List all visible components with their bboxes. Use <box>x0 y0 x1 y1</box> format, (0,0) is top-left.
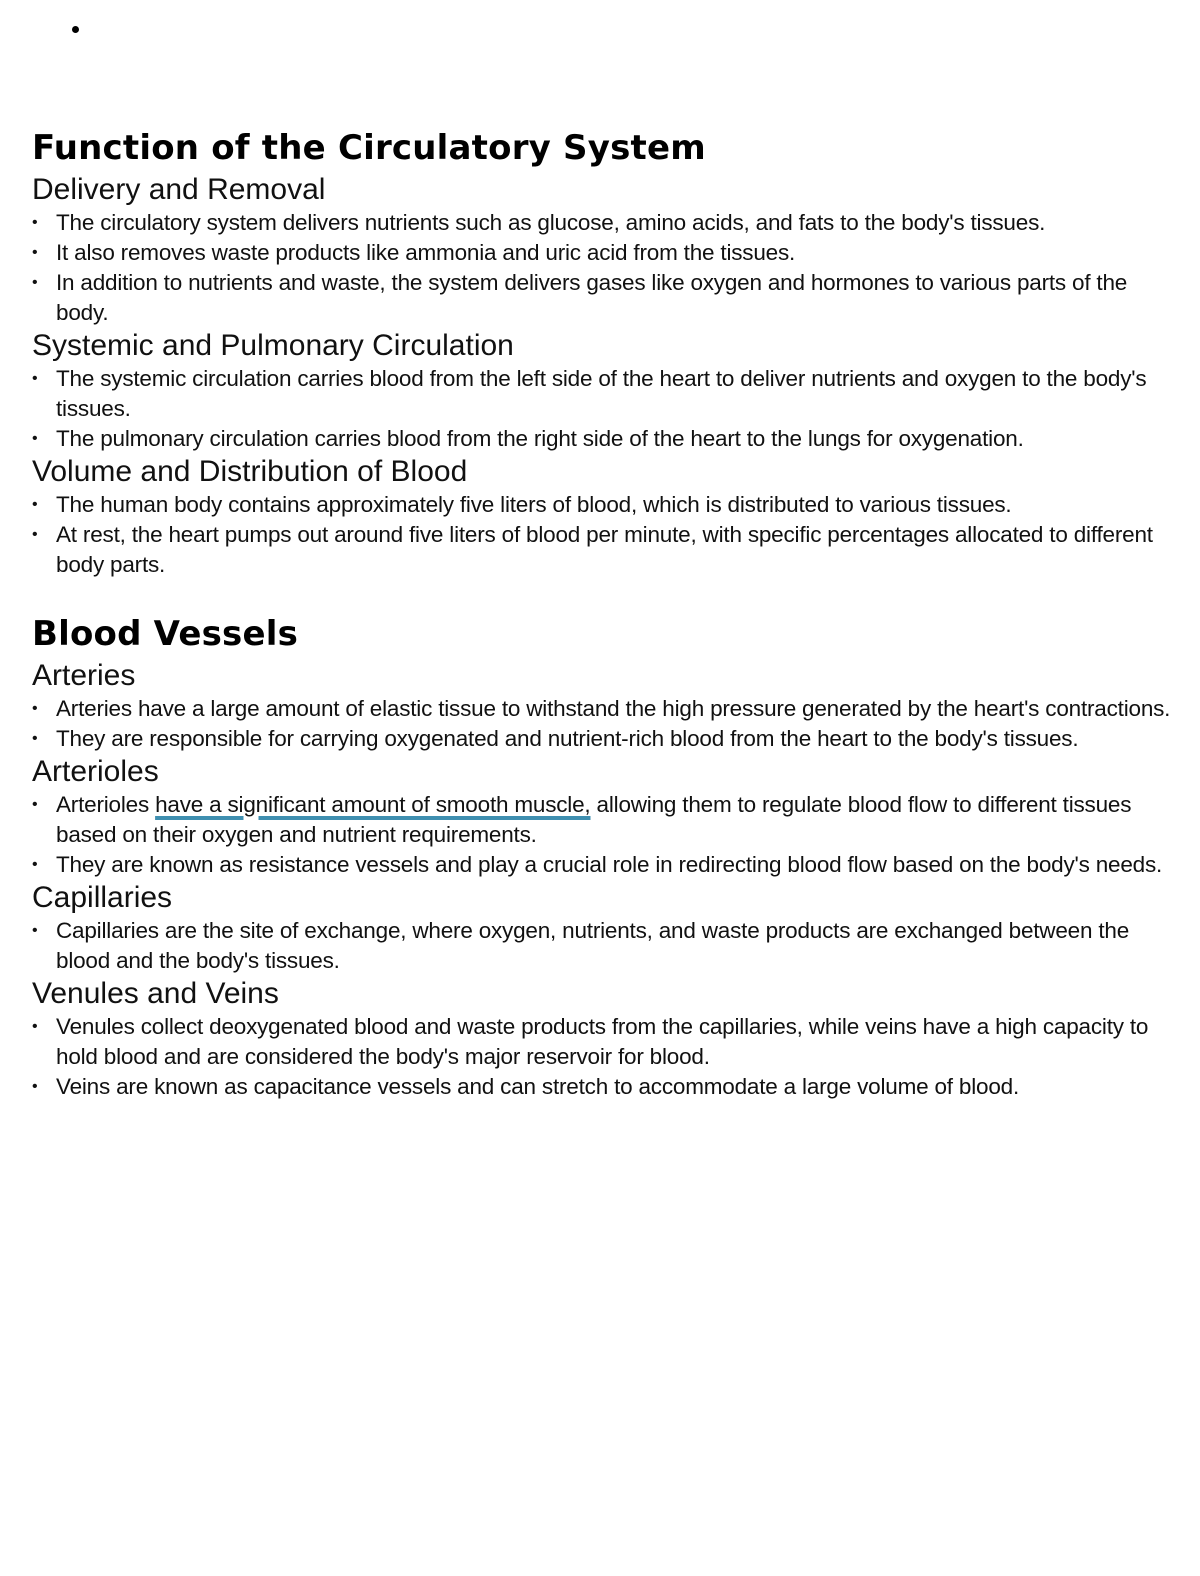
list-item <box>32 790 1172 850</box>
list-item-text: The pulmonary circulation carries blood from the right side of the heart to the lungs for oxygenation. <box>56 426 1024 451</box>
bullet-icon: • <box>32 700 38 717</box>
list-item <box>32 724 1172 754</box>
bullet-list <box>32 364 1172 454</box>
list-item-text-after: allowing them to regulate blood flow to different tissues based on their oxygen and nutrient requirements. <box>56 792 1132 847</box>
list-item <box>32 1012 1172 1072</box>
bullet-icon: • <box>32 796 38 813</box>
bullet-list <box>32 694 1172 754</box>
subsection-title: Systemic and Pulmonary Circulation <box>32 329 514 362</box>
bullet-icon: • <box>32 214 38 231</box>
stray-bullet-mark <box>72 26 79 33</box>
list-item-text: They are known as resistance vessels and play a crucial role in redirecting blood flow based on the body's needs. <box>56 852 1163 877</box>
list-item-text-before: Arterioles <box>56 792 156 817</box>
list-item <box>32 1072 1172 1102</box>
bullet-icon: • <box>32 856 38 873</box>
bullet-icon: • <box>32 1078 38 1095</box>
list-item <box>32 424 1172 454</box>
list-item <box>32 268 1172 328</box>
bullet-list <box>32 1012 1172 1102</box>
document-content <box>32 124 1172 1102</box>
list-item-text: They are responsible for carrying oxygenated and nutrient-rich blood from the heart to the body's tissues. <box>56 726 1079 751</box>
bullet-icon: • <box>32 1018 38 1035</box>
subsection-title: Arteries <box>32 659 136 692</box>
section-title: Blood Vessels <box>32 614 299 654</box>
section-title: Function of the Circulatory System <box>32 128 706 168</box>
list-item-text: Veins are known as capacitance vessels and can stretch to accommodate a large volume of blood. <box>56 1074 1020 1099</box>
subsection-title: Arterioles <box>32 755 159 788</box>
bullet-icon: • <box>32 274 38 291</box>
list-item-text: Venules collect deoxygenated blood and waste products from the capillaries, while veins have a high capacity to hold blood and are considered the body's major reservoir for blood. <box>56 1014 1149 1069</box>
section-blood-vessels <box>32 610 1172 1102</box>
list-item-text: Capillaries are the site of exchange, where oxygen, nutrients, and waste products are exchanged between the blood and the body's tissues. <box>56 918 1130 973</box>
bullet-icon: • <box>32 526 38 543</box>
bullet-icon: • <box>32 370 38 387</box>
bullet-icon: • <box>32 244 38 261</box>
list-item <box>32 490 1172 520</box>
list-item <box>32 916 1172 976</box>
list-item <box>32 208 1172 238</box>
list-item <box>32 520 1172 580</box>
list-item-text: The systemic circulation carries blood from the left side of the heart to deliver nutrients and oxygen to the body's tissues. <box>56 366 1147 421</box>
list-item <box>32 694 1172 724</box>
subsection-title: Capillaries <box>32 881 173 914</box>
section-circulatory-function <box>32 124 1172 580</box>
list-item-text: In addition to nutrients and waste, the system delivers gases like oxygen and hormones to various parts of the body. <box>56 270 1128 325</box>
bullet-icon: • <box>32 430 38 447</box>
subsection-title: Delivery and Removal <box>32 173 326 206</box>
list-item-text: Arteries have a large amount of elastic tissue to withstand the high pressure generated by the heart's contractions. <box>56 696 1171 721</box>
list-item <box>32 238 1172 268</box>
highlighted-text: have a significant amount of smooth muscle, <box>155 792 591 817</box>
list-item-text: The circulatory system delivers nutrients such as glucose, amino acids, and fats to the body's tissues. <box>56 210 1046 235</box>
bullet-list <box>32 490 1172 580</box>
bullet-icon: • <box>32 730 38 747</box>
bullet-list <box>32 916 1172 976</box>
bullet-list <box>32 208 1172 328</box>
list-item <box>32 850 1172 880</box>
bullet-list <box>32 790 1172 880</box>
bullet-icon: • <box>32 496 38 513</box>
list-item-text: At rest, the heart pumps out around five liters of blood per minute, with specific percentages allocated to different body parts. <box>56 522 1153 577</box>
subsection-title: Venules and Veins <box>32 977 279 1010</box>
list-item-text: The human body contains approximately five liters of blood, which is distributed to various tissues. <box>56 492 1012 517</box>
list-item <box>32 364 1172 424</box>
list-item-text: It also removes waste products like ammonia and uric acid from the tissues. <box>56 240 796 265</box>
bullet-icon: • <box>32 922 38 939</box>
subsection-title: Volume and Distribution of Blood <box>32 455 468 488</box>
